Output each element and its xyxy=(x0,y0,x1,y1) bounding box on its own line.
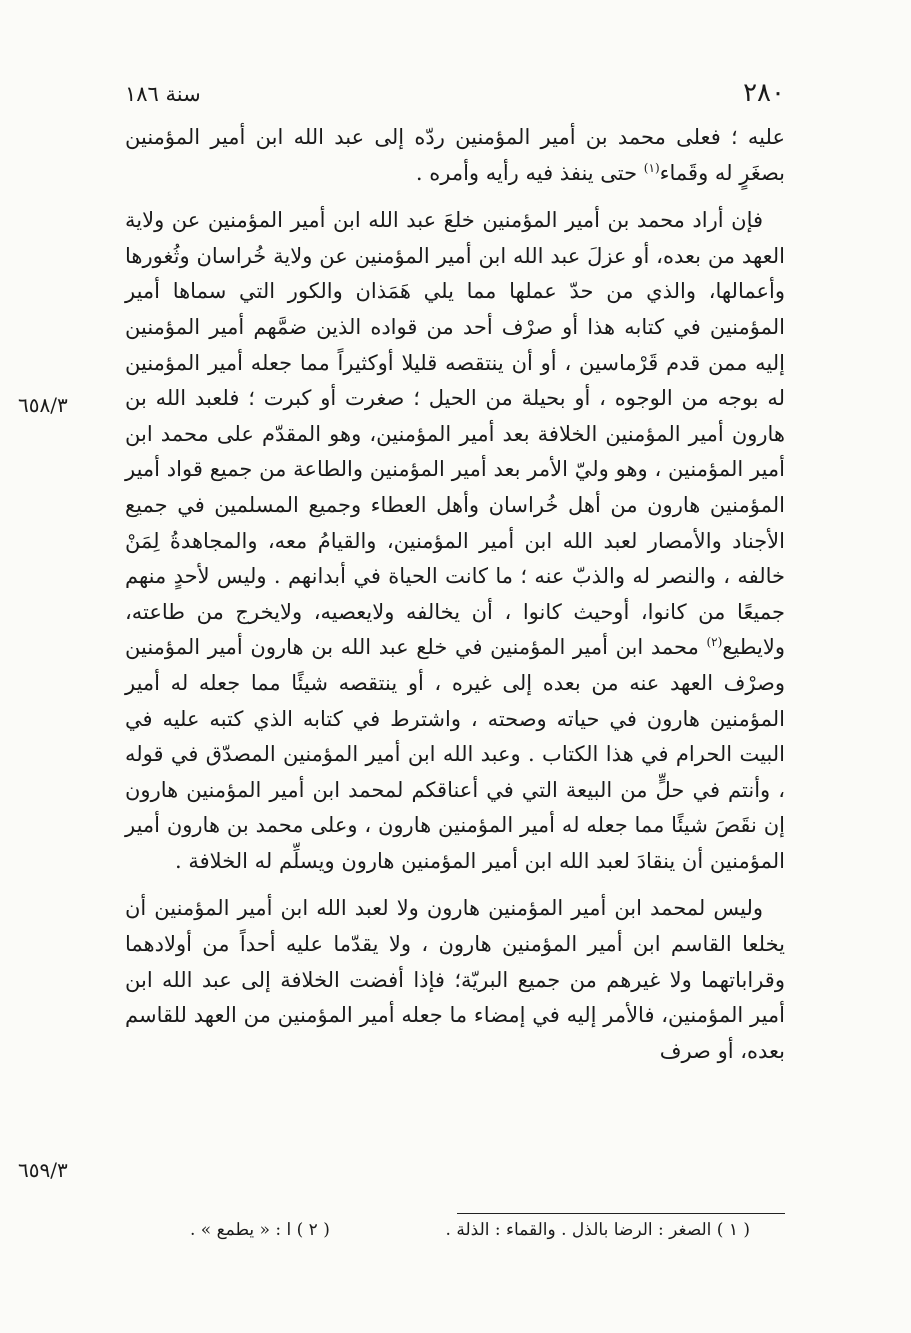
margin-reference: ٦٥٨/٣ xyxy=(18,393,68,417)
page-number: ٢٨٠ xyxy=(743,78,785,108)
page-header xyxy=(125,78,785,110)
footnote-marker: (٢) xyxy=(706,635,723,650)
main-text xyxy=(125,120,785,1081)
footnote-divider xyxy=(457,1213,785,1214)
paragraph-text: عليه ؛ فعلى محمد بن أمير المؤمنين ردّه إلى عبد الله ابن أمير المؤمنين بصغَرٍ له وقَماء xyxy=(125,125,785,185)
footnote-marker: (١) xyxy=(643,160,660,175)
paragraph-text: محمد ابن أمير المؤمنين في خلع عبد الله بن هارون أمير المؤمنين وصرْف العهد عنه من بعده إلى غيره ، أو ينتقصه شيئًا مما جعله له أمير المؤمنين هارون في حياته وصحته ، واشترط في كتابه الذي كتبه عليه في البيت الحرام في هذا الكتاب . وعبد الله ابن أمير المؤمنين المصدّق في قوله ، وأنتم في حلٍّ من البيعة التي في أعناقكم لمحمد ابن أمير المؤمنين هارون إن نقَصَ شيئًا مما جعله له أمير المؤمنين هارون ، وعلى محمد بن هارون أمير المؤمنين أن ينقادَ لعبد الله ابن أمير المؤمنين هارون ويسلِّم له الخلافة . xyxy=(125,635,785,873)
footnote: ( ١ ) الصغر : الرضا بالذل . والقماء : الذلة . xyxy=(445,1220,750,1240)
paragraph-text: فإن أراد محمد بن أمير المؤمنين خلعَ عبد الله ابن أمير المؤمنين عن ولاية العهد من بعده، أو عزلَ عبد الله ابن أمير المؤمنين عن ولاية خُراسان وثُغورها وأعمالها، والذي من حدّ عملها مما يلي هَمَذان والكور التي سماها أمير المؤمنين في كتابه هذا أو صرْف أحد من قواده الذين ضمَّهم أمير المؤمنين إليه ممن قدم قَرْماسين ، أو أن ينتقصه قليلا أوكثيراً مما جعله أمير المؤمنين له بوجه من الوجوه ، أو بحيلة من الحيل ؛ صغرت أو كبرت ؛ فلعبد الله بن هارون أمير المؤمنين الخلافة بعد أمير المؤمنين، وهو المقدّم على محمد ابن أمير المؤمنين ، وهو وليّ الأمر بعد أمير المؤمنين والطاعة من جميع قواد أمير المؤمنين هارون من أهل خُراسان وأهل العطاء وجميع المسلمين في جميع الأجناد والأمصار لعبد الله ابن أمير المؤمنين، والقيامُ معه، والمجاهدةُ لِمَنْ خالفه ، والنصر له والذبّ عنه ؛ ما كانت الحياة في أبدانهم . وليس لأحدٍ منهم جميعًا من كانوا، أوحيث كانوا ، أن يخالفه ولايعصيه، ولايخرج من طاعته، ولايطيع xyxy=(125,208,785,660)
footnote: ( ٢ ) ا : « يطمع » . xyxy=(190,1220,330,1240)
paragraph xyxy=(125,203,785,879)
paragraph-text: حتى ينفذ فيه رأيه وأمره . xyxy=(415,160,644,185)
margin-reference: ٦٥٩/٣ xyxy=(18,1158,68,1182)
paragraph xyxy=(125,120,785,191)
running-head-year: سنة ١٨٦ xyxy=(125,82,201,106)
footnotes xyxy=(190,1220,750,1250)
paragraph: وليس لمحمد ابن أمير المؤمنين هارون ولا لعبد الله ابن أمير المؤمنين أن يخلعا القاسم ابن أمير المؤمنين هارون ، ولا يقدّما عليه أحداً من أولادهما وقراباتهما ولا غيرهم من جميع البريّة؛ فإذا أفضت الخلافة إلى عبد الله ابن أمير المؤمنين، فالأمر إليه في إمضاء ما جعله أمير المؤمنين من العهد للقاسم بعده، أو صرف xyxy=(125,896,785,1063)
